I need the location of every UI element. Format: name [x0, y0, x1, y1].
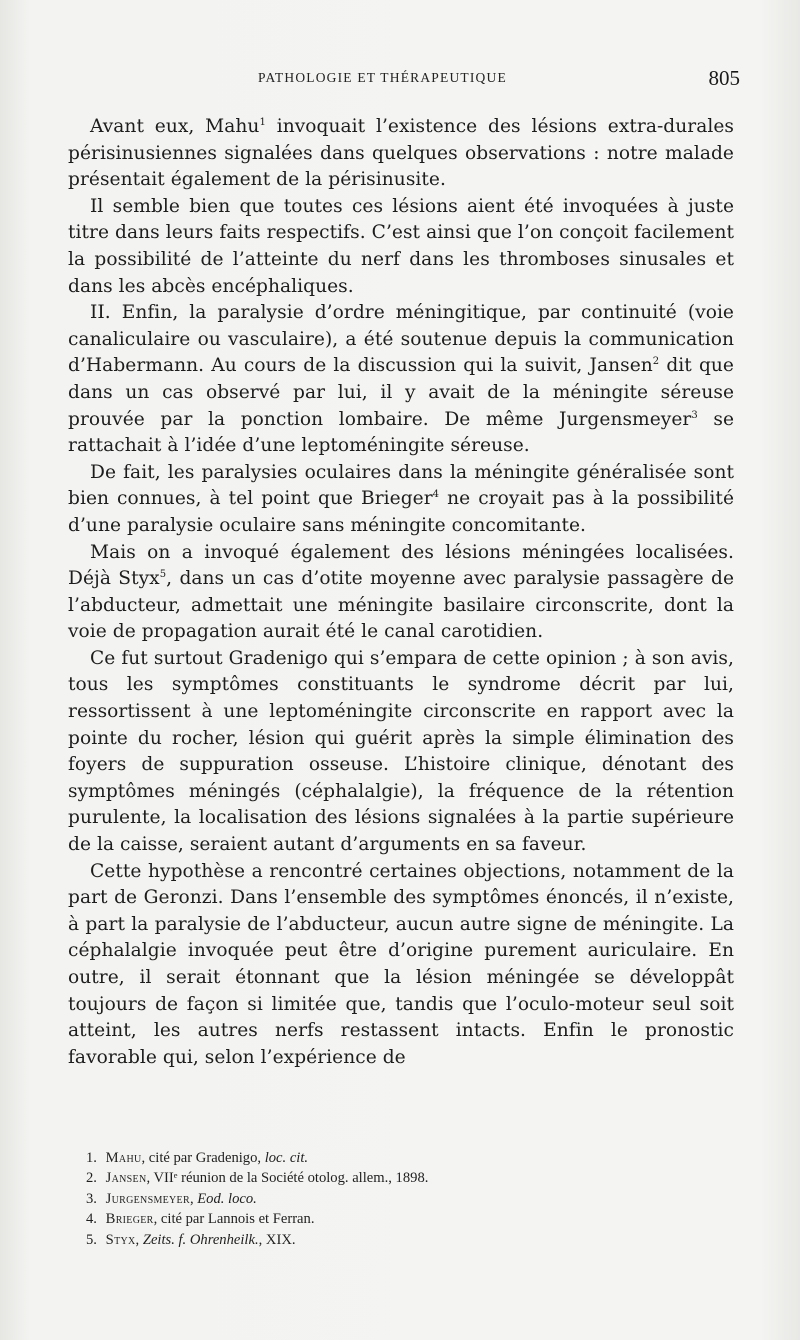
paragraph: Il semble bien que toutes ces lésions aient été invoquées à juste titre dans leurs faits respectifs. C’est ainsi que l’on conçoit facilement la possibilité de l’atteinte du nerf dans les thromboses sinusales et dans les abcès encéphaliques.	[68, 195, 734, 297]
paragraph: De fait, les paralysies oculaires dans la méningite généralisée sont bien connues, à tel point que Brieger$^4$ ne croyait pas à la possibilité d’une paralysie oculaire sans méningite concomitante.	[68, 461, 734, 536]
footnote-author: Brieger	[105, 1211, 154, 1228]
footnote: 1. Mahu, cité par Gradenigo, loc. cit.	[86, 1150, 309, 1166]
page-number: 805	[708, 66, 740, 90]
body-text	[68, 114, 734, 1071]
running-head	[258, 66, 740, 90]
paragraph: Mais on a invoqué également des lésions méningées localisées. Déjà Styx$^5$, dans un cas d’otite moyenne avec paralysie passagère de l’abducteur, admettait une méningite basilaire circonscrite, dont la voie de propagation aurait été le canal carotidien.	[68, 541, 735, 643]
footnote-ref: 2	[652, 356, 660, 368]
running-title: PATHOLOGIE ET THÉRAPEUTIQUE	[258, 70, 507, 85]
footnote-author: Styx	[105, 1231, 136, 1248]
footnote-author: Jansen	[105, 1170, 147, 1187]
footnotes	[86, 1148, 726, 1250]
footnote: 3. Jurgensmeyer, Eod. loco.	[86, 1190, 257, 1207]
paragraph: II. Enfin, la paralysie d’ordre méningitique, par continuité (voie canaliculaire ou vasculaire), a été soutenue depuis la communication d’Habermann. Au cours de la discussion qui la suivit, Jansen$^2$ dit que dans un cas observé par lui, il y avait de la méningite séreuse prouvée par la ponction lombaire. De même Jurgensmeyer$^3$ se rattachait à l’idée d’une leptoméningite séreuse.	[68, 302, 734, 457]
footnote: 2. Jansen, VIIᵉ réunion de la Société otolog. allem., 1898.	[86, 1170, 429, 1187]
footnote-author: Mahu	[105, 1150, 142, 1166]
footnote-ref: 1	[259, 117, 266, 128]
paragraph: Avant eux, Mahu$^1$ invoquait l’existence des lésions extra-durales périsinusiennes signalées dans quelques observations : notre malade présentait également de la périsinusite.	[68, 116, 734, 191]
footnote-ref: 4	[432, 489, 440, 501]
paragraph: Cette hypothèse a rencontré certaines objections, notamment de la part de Geronzi. Dans l’ensemble des symptômes énoncés, il n’existe, à part la paralysie de l’abducteur, aucun autre signe de méningite. La céphalalgie invoquée peut être d’origine purement auriculaire. En outre, il serait étonnant que la lésion méningée se développât toujours de façon si limitée que, tandis que l’oculo-moteur seul soit atteint, les autres nerfs restassent intacts. Enfin le pronostic favorable qui, selon l’expérience de	[68, 860, 734, 1068]
footnote: 4. Brieger, cité par Lannois et Ferran.	[86, 1211, 315, 1228]
footnote-ref: 5	[159, 569, 167, 581]
footnote: 5. Styx, Zeits. f. Ohrenheilk., XIX.	[86, 1231, 296, 1248]
footnote-author: Jurgensmeyer	[105, 1190, 190, 1207]
paragraph: Ce fut surtout Gradenigo qui s’empara de cette opinion ; à son avis, tous les symptômes constituants le syndrome décrit par lui, ressortissent à une leptoméningite circonscrite en rapport avec la pointe du rocher, lésion qui guérit après la simple élimination des foyers de suppuration osseuse. L’histoire clinique, dénotant des symptômes méningés (céphalalgie), la fréquence de la rétention purulente, la localisation des lésions signalées à la partie supérieure de la caisse, seraient autant d’arguments en sa faveur.	[68, 647, 734, 856]
footnote-ref: 3	[691, 409, 698, 421]
